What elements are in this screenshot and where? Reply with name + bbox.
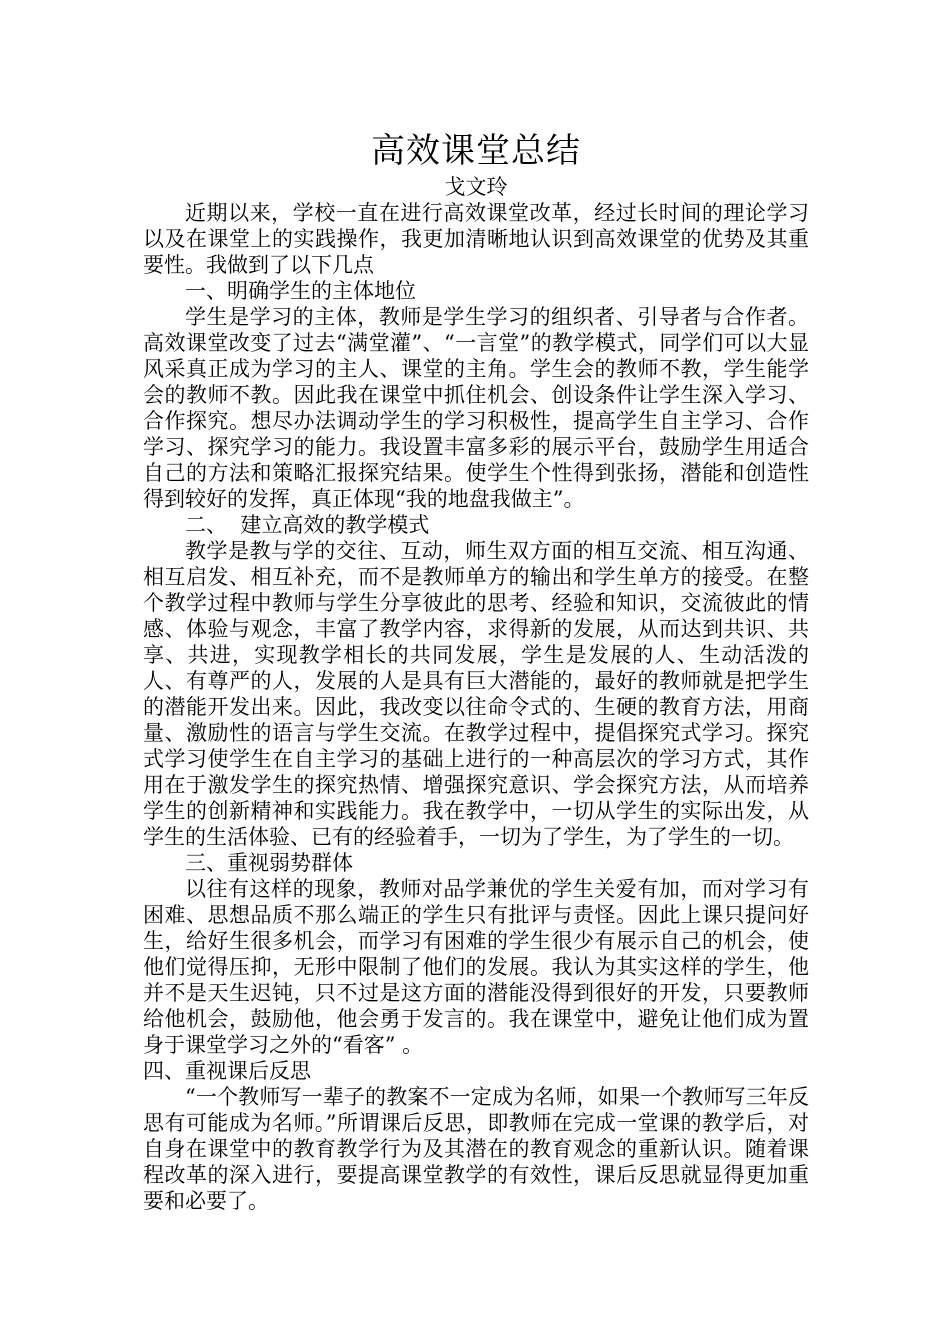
- intro-paragraph: 近期以来，学校一直在进行高效课堂改革，经过长时间的理论学习以及在课堂上的实践操作，我更加清晰地认识到高效课堂的优势及其重要性。我做到了以下几点: [143, 201, 809, 277]
- document-author: 戈文玲: [444, 175, 508, 199]
- section-body-4: “一个教师写一辈子的教案不一定成为名师，如果一个教师写三年反思有可能成为名师。”所谓课后反思，即教师在完成一堂课的教学后，对自身在课堂中的教育教学行为及其潜在的教育观念的重新认识。随着课程改革的深入进行，要提高课堂教学的有效性，课后反思就显得更加重要和必要了。: [143, 1085, 809, 1213]
- document-title: 高效课堂总结: [371, 131, 581, 171]
- section-heading-2: 二、 建立高效的教学模式: [185, 513, 430, 537]
- section-heading-4: 四、重视课后反思: [143, 1059, 311, 1083]
- document-page: [143, 128, 809, 1214]
- section-heading-3: 三、重视弱势群体: [185, 851, 353, 875]
- section-heading-1: 一、明确学生的主体地位: [185, 279, 416, 303]
- section-body-3: 以往有这样的现象，教师对品学兼优的学生关爱有加，而对学习有困难、思想品质不那么端正的学生只有批评与责怪。因此上课只提问好生，给好生很多机会，而学习有困难的学生很少有展示自己的机会，使他们觉得压抑，无形中限制了他们的发展。我认为其实这样的学生，他并不是天生迟钝，只不过是这方面的潜能没得到很好的开发，只要教师给他机会，鼓励他，他会勇于发言的。我在课堂中，避免让他们成为置身于课堂学习之外的“看客” 。: [143, 877, 809, 1057]
- section-body-1: 学生是学习的主体，教师是学生学习的组织者、引导者与合作者。高效课堂改变了过去“满堂灌”、“一言堂”的教学模式，同学们可以大显风采真正成为学习的主人、课堂的主角。学生会的教师不教，学生能学会的教师不教。因此我在课堂中抓住机会、创设条件让学生深入学习、合作探究。想尽办法调动学生的学习积极性，提高学生自主学习、合作学习、探究学习的能力。我设置丰富多彩的展示平台，鼓励学生用适合自己的方法和策略汇报探究结果。使学生个性得到张扬，潜能和创造性得到较好的发挥，真正体现“我的地盘我做主”。: [143, 305, 809, 511]
- section-body-2: 教学是教与学的交往、互动，师生双方面的相互交流、相互沟通、相互启发、相互补充，而不是教师单方的输出和学生单方的接受。在整个教学过程中教师与学生分享彼此的思考、经验和知识，交流彼此的情感、体验与观念，丰富了教学内容，求得新的发展，从而达到共识、共享、共进，实现教学相长的共同发展，学生是发展的人、生动活泼的人、有尊严的人，发展的人是具有巨大潜能的，最好的教师就是把学生的潜能开发出来。因此，我改变以往命令式的、生硬的教育方法，用商量、激励性的语言与学生交流。在教学过程中，提倡探究式学习。探究式学习使学生在自主学习的基础上进行的一种高层次的学习方式，其作用在于激发学生的探究热情、增强探究意识、学会探究方法，从而培养学生的创新精神和实践能力。我在教学中，一切从学生的实际出发，从学生的生活体验、已有的经验着手，一切为了学生，为了学生的一切。: [143, 539, 809, 849]
